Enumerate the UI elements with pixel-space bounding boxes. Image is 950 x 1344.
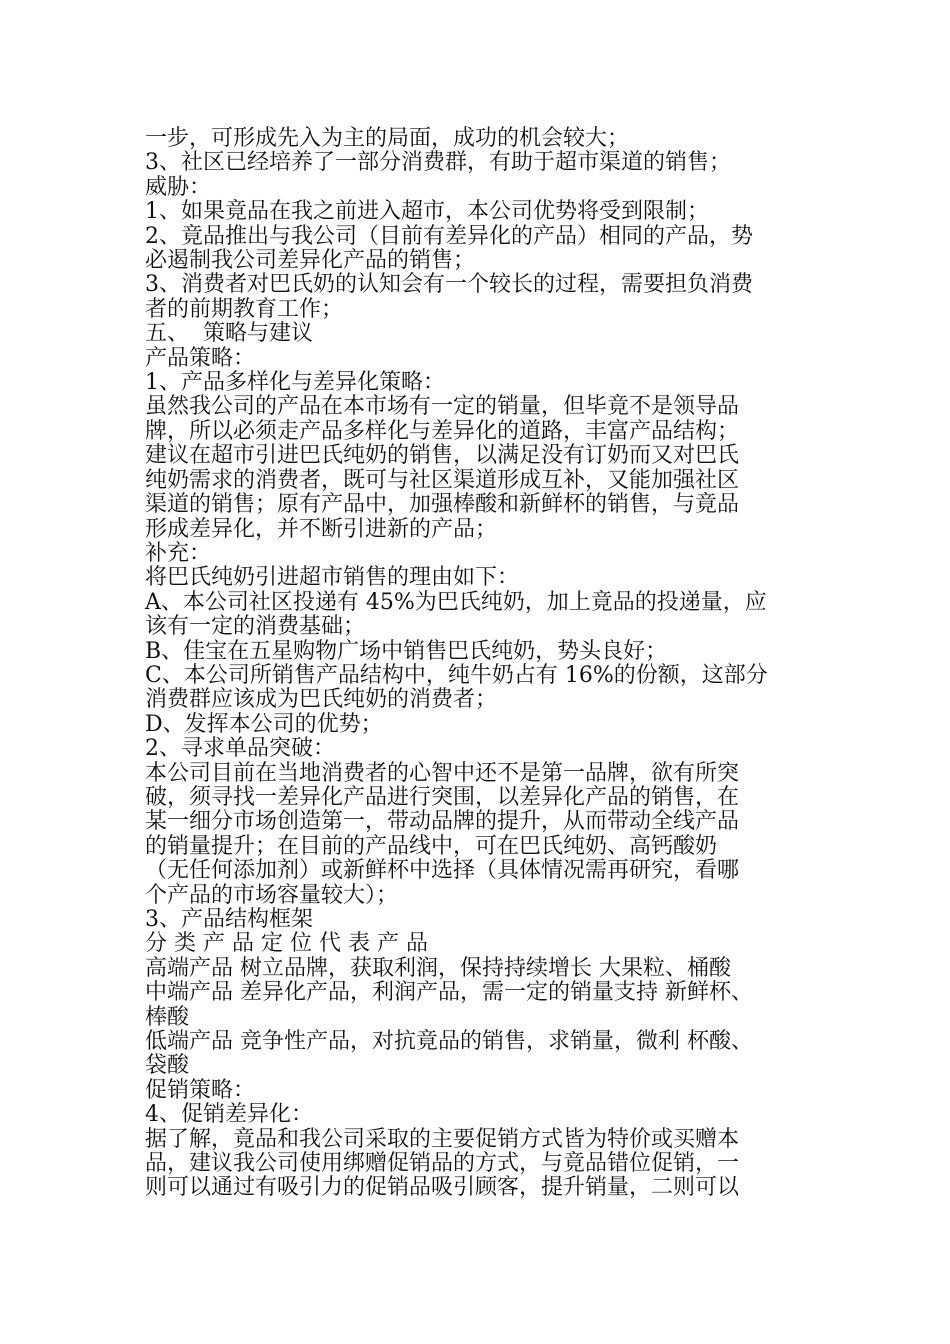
- text-line: 1、产品多样化与差异化策略：: [145, 370, 445, 396]
- text-line: 渠道的销售；原有产品中，加强棒酸和新鲜杯的销售，与竟品: [145, 492, 740, 518]
- text-line: 2、竟品推出与我公司（目前有差异化的产品）相同的产品，势: [145, 223, 753, 249]
- text-line: 一步，可形成先入为主的局面，成功的机会较大；: [145, 126, 630, 151]
- text-line: 3、消费者对巴氏奶的认知会有一个较长的过程，需要担负消费: [145, 272, 753, 298]
- text-line: 破，须寻找一差异化产品进行突围，以差异化产品的销售，在: [145, 784, 740, 810]
- table-row-line: 中端产品 差异化产品，利润产品，需一定的销量支持 新鲜杯、: [145, 980, 753, 1006]
- table-row-line: 高端产品 树立品牌，获取利润，保持持续增长 大果粒、桶酸: [145, 955, 731, 981]
- text-line: B、佳宝在五星购物广场中销售巴氏纯奶，势头良好；: [145, 638, 668, 664]
- text-line: 消费群应该成为巴氏纯奶的消费者；: [145, 687, 498, 713]
- text-line: 形成差异化，并不断引进新的产品；: [145, 516, 498, 542]
- table-row-line: 棒酸: [145, 1004, 190, 1030]
- text-line: C、本公司所销售产品结构中，纯牛奶占有 16%的份额，这部分: [145, 662, 768, 688]
- text-line: 该有一定的消费基础；: [145, 614, 366, 640]
- section-heading: 威胁：: [145, 174, 212, 200]
- text-line: 2、寻求单品突破：: [145, 736, 335, 762]
- section-heading: 五、 策略与建议: [145, 321, 313, 347]
- table-row-line: 低端产品 竞争性产品，对抗竟品的销售，求销量，微利 杯酸、: [145, 1029, 753, 1055]
- text-line: 虽然我公司的产品在本市场有一定的销量，但毕竟不是领导品: [145, 394, 740, 420]
- text-line: D、发挥本公司的优势；: [145, 711, 383, 737]
- text-line: 1、如果竟品在我之前进入超市，本公司优势将受到限制；: [145, 199, 709, 225]
- text-line: 据了解，竟品和我公司采取的主要促销方式皆为特价或买赠本: [145, 1126, 740, 1152]
- section-heading: 产品策略：: [145, 345, 256, 371]
- text-line: 必遏制我公司差异化产品的销售；: [145, 248, 476, 274]
- text-line: 3、社区已经培养了一部分消费群，有助于超市渠道的销售；: [145, 150, 731, 176]
- text-line: 某一细分市场创造第一，带动品牌的提升，从而带动全线产品: [145, 809, 740, 835]
- section-heading: 促销策略：: [145, 1077, 256, 1103]
- text-line: 牌，所以必须走产品多样化与差异化的道路，丰富产品结构；: [145, 418, 740, 444]
- text-line: 3、产品结构框架: [145, 907, 313, 932]
- text-line: 则可以通过有吸引力的促销品吸引顾客，提升销量，二则可以: [145, 1175, 740, 1201]
- document-body: [145, 127, 810, 1201]
- text-line: 建议在超市引进巴氏纯奶的销售，以满足没有订奶而又对巴氏: [145, 443, 740, 469]
- text-line: 纯奶需求的消费者，既可与社区渠道形成互补，又能加强社区: [145, 467, 740, 493]
- text-line: 者的前期教育工作；: [145, 296, 344, 322]
- table-row-line: 袋酸: [145, 1053, 190, 1079]
- text-line: 将巴氏纯奶引进超市销售的理由如下：: [145, 565, 520, 591]
- text-line: （无任何添加剂）或新鲜杯中选择（具体情况需再研究，看哪: [145, 858, 740, 884]
- text-line: 个产品的市场容量较大）；: [145, 882, 399, 908]
- table-header-line: 分 类 产 品 定 位 代 表 产 品: [145, 931, 428, 957]
- section-heading: 补充：: [145, 540, 212, 566]
- text-line: 品，建议我公司使用绑赠促销品的方式，与竟品错位促销，一: [145, 1151, 740, 1177]
- text-line: 4、促销差异化：: [145, 1102, 313, 1128]
- text-line: A、本公司社区投递有 45%为巴氏纯奶，加上竟品的投递量，应: [145, 589, 767, 615]
- text-line: 本公司目前在当地消费者的心智中还不是第一品牌，欲有所突: [145, 760, 740, 786]
- text-line: 的销量提升；在目前的产品线中，可在巴氏纯奶、高钙酸奶: [145, 833, 718, 859]
